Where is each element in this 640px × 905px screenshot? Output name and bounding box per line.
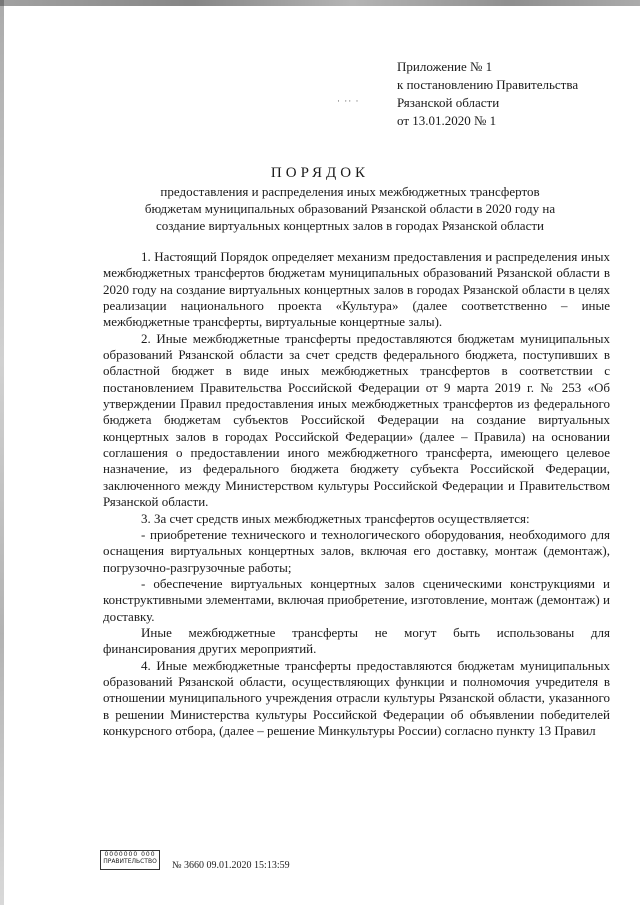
appendix-line: от 13.01.2020 № 1 (397, 113, 497, 128)
paragraph-4: 4. Иные межбюджетные трансферты предоставляются бюджетам муниципальных образований Рязанской области, осуществляющих функции и полномочия учредителя в отношении муниципального учреждения отрасли культуры Рязанской области, указанного в решении Министерства культуры Российской Федерации об объявлении победителей конкурсного отбора, (далее – решение Минкультуры России) согласно пункту 13 Правил (103, 657, 610, 738)
appendix-header (397, 58, 637, 130)
scan-edge-top (0, 0, 640, 6)
paragraph-3-note: Иные межбюджетные трансферты не могут быть использованы для финансирования других мероприятий. (103, 624, 610, 657)
paragraph-3-item-b: - обеспечение виртуальных концертных залов сценическими конструкциями и конструктивными элементами, включая приобретение, изготовление, монтаж (демонтаж) и доставку. (103, 575, 610, 624)
stamp-line: 0000000 000 (104, 851, 156, 858)
scan-speck: · ·· · (337, 96, 360, 106)
appendix-line: Рязанской области (397, 95, 500, 110)
appendix-line: к постановлению Правительства (397, 77, 579, 92)
appendix-line: Приложение № 1 (397, 59, 493, 74)
document-title: ПОРЯДОК (270, 165, 370, 181)
scan-edge-left (0, 0, 4, 905)
stamp-line: ПРАВИТЕЛЬСТВО (103, 858, 157, 865)
paragraph-1: 1. Настоящий Порядок определяет механизм предоставления и распределения иных межбюджетных трансфертов бюджетам муниципальных образований Рязанской области в 2020 году на создание виртуальных концертных залов в городах Рязанской области в целях реализации национального проекта «Культура» (далее соответственно – иные межбюджетные трансферты, виртуальные концертные залы). (103, 249, 610, 330)
paragraph-2: 2. Иные межбюджетные трансферты предоставляются бюджетам муниципальных образований Рязанской области за счет средств федерального бюджета, поступивших в областной бюджет в виде иных межбюджетных трансфертов в соответствии с постановлением Правительства Российской Федерации от 9 марта 2019 г. № 253 «Об утверждении Правил предоставления иных межбюджетных трансфертов из федерального бюджета бюджетам субъектов Российской Федерации на создание виртуальных концертных залов в городах Российской Федерации» (далее – Правила) на основании соглашения о предоставлении иного межбюджетного трансферта, имеющего целевое назначение, из федерального бюджета бюджету субъекта Российской Федерации, заключенного между Министерством культуры Российской Федерации и Правительством Рязанской области. (103, 330, 610, 510)
subtitle-line: бюджетам муниципальных образований Рязанской области в 2020 году на (144, 201, 556, 216)
document-subtitle (100, 183, 600, 234)
subtitle-line: создание виртуальных концертных залов в городах Рязанской области (155, 218, 544, 233)
paragraph-3: 3. За счет средств иных межбюджетных трансфертов осуществляется: (141, 510, 530, 526)
document-body (103, 249, 610, 739)
paragraph-3-item-a: - приобретение технического и технологического оборудования, необходимого для оснащения виртуальных концертных залов, включая его доставку, монтаж (демонтаж), погрузочно-разгрузочные работы; (103, 526, 610, 575)
registration-number: № 3660 09.01.2020 15:13:59 (172, 860, 290, 871)
subtitle-line: предоставления и распределения иных межбюджетных трансфертов (160, 184, 540, 199)
registration-stamp (100, 850, 160, 870)
